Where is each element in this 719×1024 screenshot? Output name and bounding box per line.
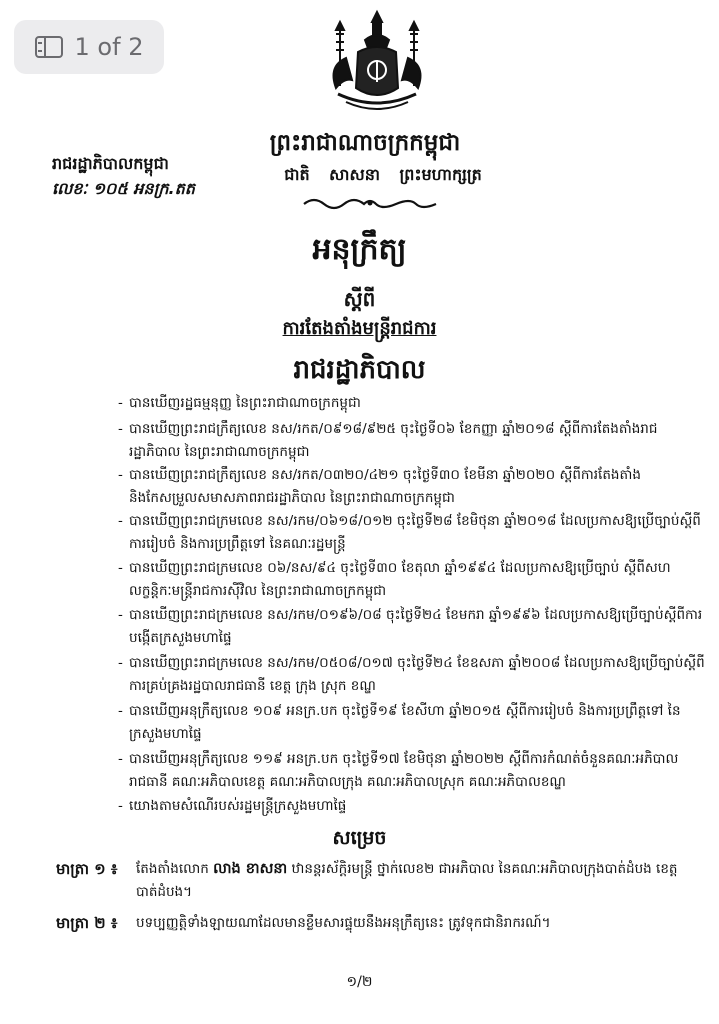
visa-item: - បានឃើញព្រះរាជក្រមលេខ នស/រកម/០៥០៨/០១៧ ចុះថ្ងៃទី២៤ ខែឧសភា ឆ្នាំ២០០៨ ដែលប្រកាសឱ្យប្រើច្បាប់ស្តីពីការគ្រប់គ្រងរដ្ឋបាលរាជធានី ខេត្ត ក្រុង ស្រុក ខណ្ឌ bbox=[118, 655, 705, 694]
document-number: លេខៈ ១០៥ អនក្រ.តត bbox=[52, 179, 195, 198]
kingdom-heading: ព្រះរាជាណាចក្រកម្ពុជា bbox=[269, 130, 461, 156]
appointee-name: លាង ខាសនា bbox=[213, 861, 288, 877]
visa-item: - បានឃើញអនុក្រឹត្យលេខ ១០៩ អនក្រ.បក ចុះថ្ងៃទី១៩ ខែសីហា ឆ្នាំ២០១៥ ស្តីពីការរៀបចំ និងការប្រព្រឹត្តទៅ នៃក្រសួងមហាផ្ទៃ bbox=[118, 703, 681, 742]
article-2: មាត្រា ២ ៖ បទប្បញ្ញត្តិទាំងឡាយណាដែលមានខ្លឹមសារផ្ទុយនឹងអនុក្រឹត្យនេះ ត្រូវទុកជានិរាករណ៍។ bbox=[56, 912, 696, 935]
visa-item: - បានឃើញព្រះរាជក្រមលេខ ០៦/នស/៩៤ ចុះថ្ងៃទី៣០ ខែតុលា ឆ្នាំ១៩៩៤ ដែលប្រកាសឱ្យប្រើច្បាប់ ស្តីពីសហលក្ខន្តិកៈមន្ត្រីរាជការស៊ីវិល នៃព្រះរាជាណាចក្រកម្ពុជា bbox=[118, 560, 671, 599]
document-type-heading: អនុក្រឹត្យ bbox=[312, 232, 407, 267]
visa-item: - បានឃើញព្រះរាជក្រឹត្យលេខ នស/រកត/០៩១៨/៩២៥ ចុះថ្ងៃទី០៦ ខែកញ្ញា ឆ្នាំ២០១៨ ស្តីពីការតែងតាំងរាជរដ្ឋាភិបាល នៃព្រះរាជាណាចក្រកម្ពុជា bbox=[118, 421, 658, 460]
royal-emblem-icon bbox=[318, 8, 436, 120]
government-name: រាជរដ្ឋាភិបាលកម្ពុជា bbox=[52, 154, 169, 173]
page-indicator-badge[interactable] bbox=[14, 20, 164, 74]
pages-icon bbox=[35, 36, 63, 58]
national-motto: ជាតិ សាសនា ព្រះមហាក្សត្រ bbox=[284, 165, 482, 184]
visa-item: - បានឃើញព្រះរាជក្រឹត្យលេខ នស/រកត/០៣២០/៤២១ ចុះថ្ងៃទី៣០ ខែមីនា ឆ្នាំ២០២០ ស្តីពីការតែងតាំង និងកែសម្រួលសមាសភាពរាជរដ្ឋាភិបាល នៃព្រះរាជាណាចក្រកម្ពុជា bbox=[118, 467, 641, 506]
visa-item: - បានឃើញព្រះរាជក្រមលេខ នស/រកម/០៦១៨/០១២ ចុះថ្ងៃទី២៨ ខែមិថុនា ឆ្នាំ២០១៨ ដែលប្រកាសឱ្យប្រើច្បាប់ស្តីពីការរៀបចំ និងការប្រព្រឹត្តទៅ នៃគណៈរដ្ឋមន្ត្រី bbox=[118, 513, 701, 552]
issuer-heading: រាជរដ្ឋាភិបាល bbox=[293, 355, 426, 385]
visa-item: - បានឃើញព្រះរាជក្រមលេខ នស/រកម/០១៩៦/០៨ ចុះថ្ងៃទី២៤ ខែមករា ឆ្នាំ១៩៩៦ ដែលប្រកាសឱ្យប្រើច្បាប់ស្តីពីការបង្កើតក្រសួងមហាផ្ទៃ bbox=[118, 607, 703, 646]
article-label: មាត្រា ១ ៖ bbox=[56, 860, 118, 878]
article-label: មាត្រា ២ ៖ bbox=[56, 914, 118, 932]
visa-item: - បានឃើញរដ្ឋធម្មនុញ្ញ នៃព្រះរាជាណាចក្រកម្ពុជា bbox=[118, 395, 361, 411]
visa-item: - បានឃើញអនុក្រឹត្យលេខ ១១៩ អនក្រ.បក ចុះថ្ងៃទី១៧ ខែមិថុនា ឆ្នាំ២០២២ ស្តីពីការកំណត់ចំនួនគណៈអភិបាលរាជធានី គណៈអភិបាលខេត្ត គណៈអភិបាលក្រុង គណៈអភិបាលស្រុក គណៈអភិបាលខណ្ឌ bbox=[118, 751, 679, 790]
article-1: មាត្រា ១ ៖ តែងតាំងលោក លាង ខាសនា ឋានន្តរស័ក្តិរមន្ត្រី ថ្នាក់លេខ២ ជាអភិបាល នៃគណៈអភិបាលក្រុងបាត់ដំបង ខេត្តបាត់ដំបង។ bbox=[56, 860, 678, 900]
subject-heading: ការតែងតាំងមន្ត្រីរាជការ bbox=[282, 318, 437, 339]
about-heading: ស្តីពី bbox=[343, 287, 376, 311]
page-number: ១/២ bbox=[346, 974, 373, 990]
decides-heading: សម្រេច bbox=[332, 827, 387, 849]
visa-item: - យោងតាមសំណើរបស់រដ្ឋមន្ត្រីក្រសួងមហាផ្ទៃ bbox=[118, 798, 347, 814]
page-indicator-text: 1 of 2 bbox=[74, 33, 144, 61]
decorative-ornament-icon bbox=[300, 194, 440, 212]
